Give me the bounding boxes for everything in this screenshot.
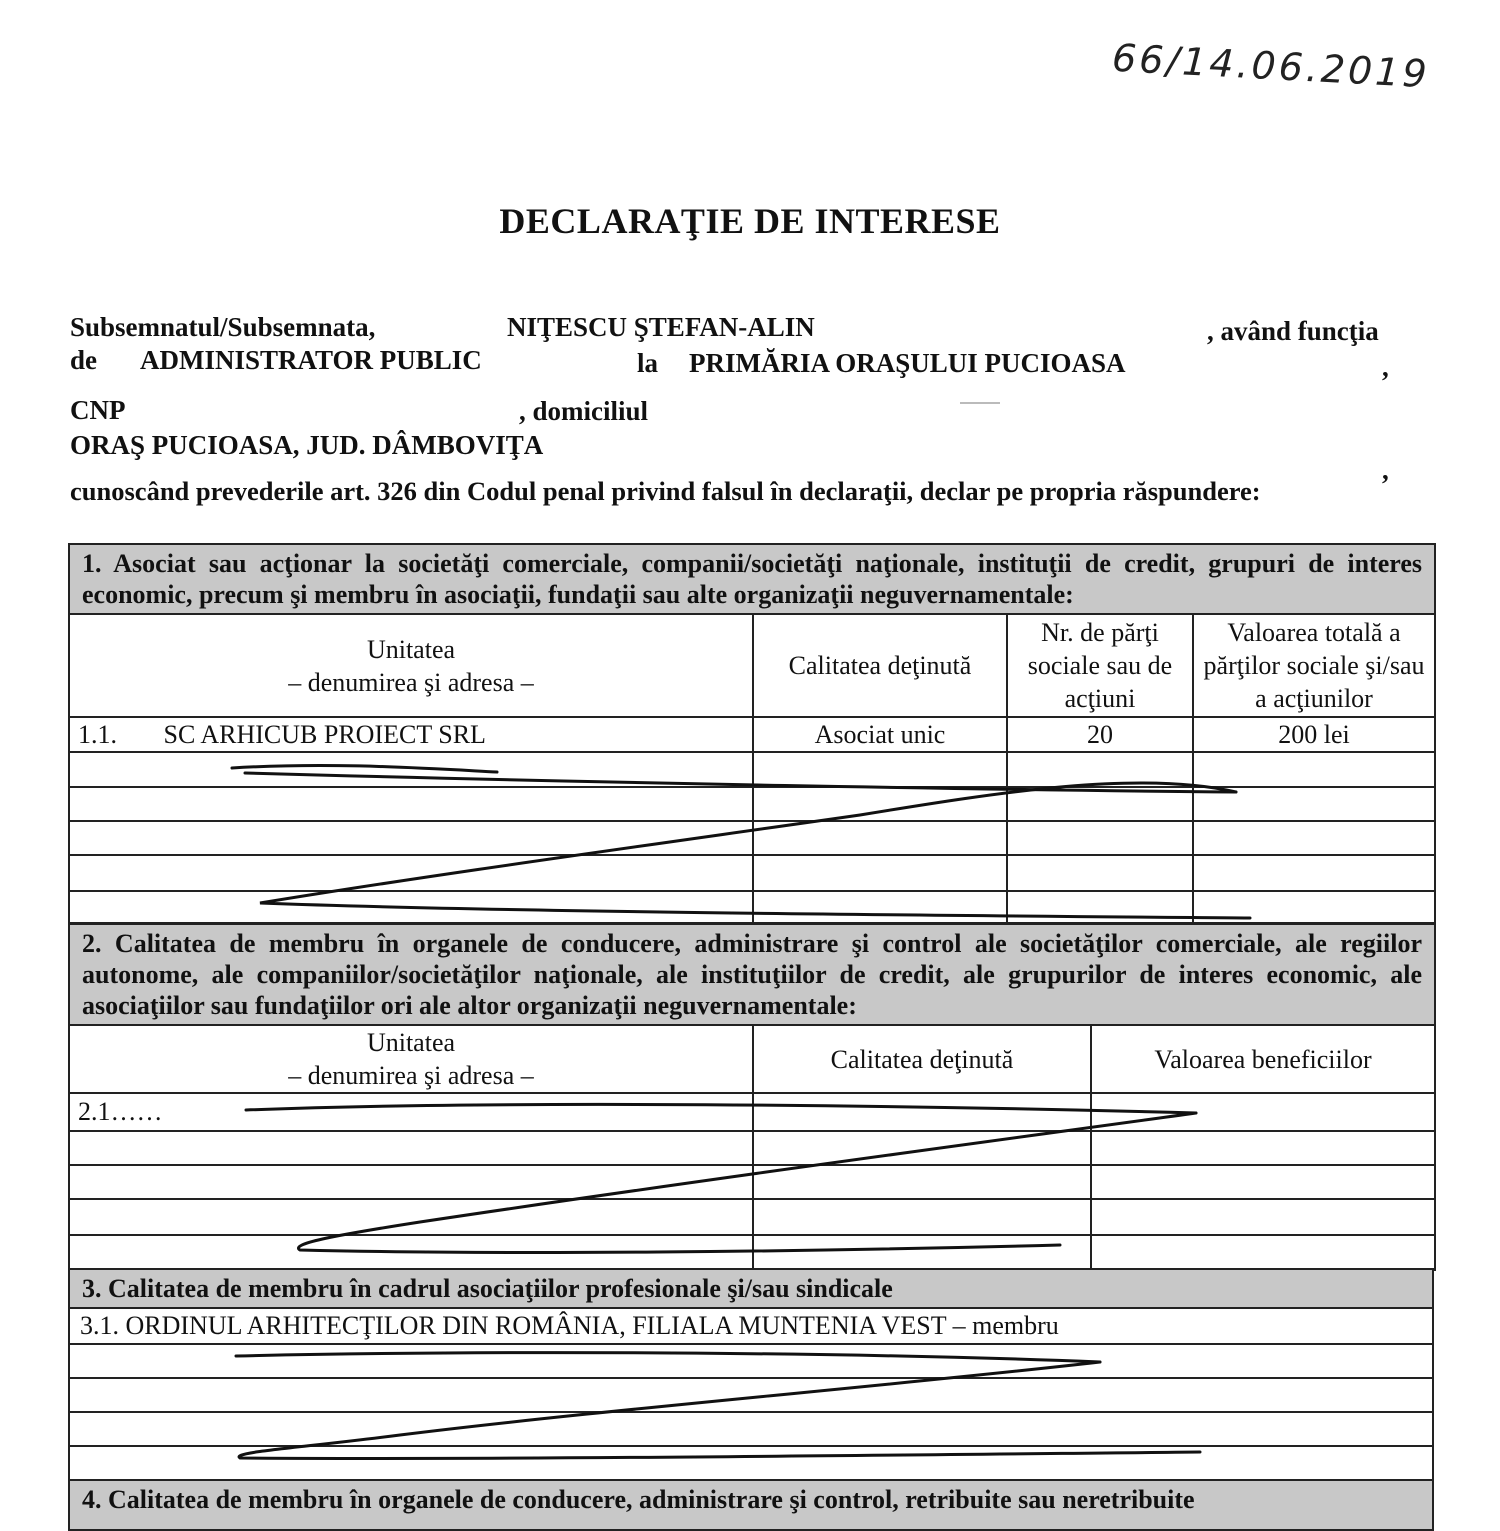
declarant-institution: PRIMĂRIA ORAŞULUI PUCIOASA xyxy=(689,348,1126,378)
table-row xyxy=(69,821,1435,855)
label-subsemnatul: Subsemnatul/Subsemnata, xyxy=(70,312,376,342)
table-row xyxy=(69,1235,1435,1270)
table-row xyxy=(69,752,1435,787)
row-shares: 20 xyxy=(1007,717,1193,752)
row-number: 1.1. xyxy=(78,719,117,749)
table-row xyxy=(69,1165,1435,1199)
table-row xyxy=(69,891,1435,923)
section1-heading: 1. Asociat sau acţionar la societăţi comerciale, companii/societăţi naţionale, instituţii de credit, grupuri de interes economic, precum şi membru în asociaţii, fundaţii sau alte organizaţii neguvernamentale: xyxy=(69,544,1435,614)
table-row xyxy=(69,1378,1433,1412)
section2-col-unit xyxy=(69,1025,753,1093)
section2-heading: 2. Calitatea de membru în organele de conducere, administrare şi control ale societăţilor comerciale, ale regiilor autonome, ale companiilor/societăţilor naţionale, ale instituţiilor de credit, ale grupurilor de interes economic, ale asociaţiilor sau fundaţiilor ori ale altor organizaţii neguvernamentale: xyxy=(69,924,1435,1025)
row-value: 200 lei xyxy=(1193,717,1435,752)
section1-col-shares: Nr. de părţi sociale sau de acţiuni xyxy=(1007,614,1193,717)
col-unit-label: Unitatea xyxy=(366,634,456,664)
table-row xyxy=(69,1344,1433,1378)
row-unit: SC ARHICUB PROIECT SRL xyxy=(163,719,486,749)
row-3-1: 3.1. ORDINUL ARHITECŢILOR DIN ROMÂNIA, FILIALA MUNTENIA VEST – membru xyxy=(69,1308,1433,1344)
handwritten-registration-number: 66/14.06.2019 xyxy=(1111,35,1431,97)
section3-table xyxy=(68,1268,1434,1531)
table-row xyxy=(69,1131,1435,1165)
label-de: de xyxy=(70,345,97,375)
table-row xyxy=(69,717,1435,752)
table-row xyxy=(69,1199,1435,1235)
col-unit-label: Unitatea xyxy=(366,1028,456,1057)
row-1-1-unit xyxy=(69,717,753,752)
table-row xyxy=(69,787,1435,821)
declarant-function: ADMINISTRATOR PUBLIC xyxy=(140,345,482,375)
col-unit-sub: – denumirea şi adresa – xyxy=(288,667,534,697)
row-2-1: 2.1…… xyxy=(69,1093,753,1131)
section1-table xyxy=(68,543,1436,924)
section2-col-benefits: Valoarea beneficiilor xyxy=(1091,1025,1435,1093)
table-row xyxy=(69,1093,1435,1131)
redacted-domicile-trace xyxy=(960,402,1000,404)
section3-heading: 3. Calitatea de membru în cadrul asociaţiilor profesionale şi/sau sindicale xyxy=(69,1269,1433,1308)
table-row xyxy=(69,855,1435,891)
label-avand-functia: , având funcţia xyxy=(1207,316,1379,346)
declarant-name: NIŢESCU ŞTEFAN-ALIN xyxy=(507,312,815,342)
comma: , xyxy=(1382,352,1389,382)
document-title: DECLARAŢIE DE INTERESE xyxy=(499,201,1001,241)
section4-heading: 4. Calitatea de membru în organele de conducere, administrare şi control, retribuite sau neretribuite xyxy=(69,1480,1433,1530)
comma-2: , xyxy=(1382,455,1389,485)
declarant-domicile: ORAŞ PUCIOASA, JUD. DÂMBOVIŢA xyxy=(70,430,544,460)
section2-table xyxy=(68,923,1436,1271)
table-row xyxy=(69,1308,1433,1344)
col-unit-sub: – denumirea şi adresa – xyxy=(288,1061,534,1090)
table-row xyxy=(69,1446,1433,1480)
section1-col-quality: Calitatea deţinută xyxy=(753,614,1007,717)
section1-col-value: Valoarea totală a părţilor sociale şi/sau a acţiunilor xyxy=(1193,614,1435,717)
row-quality: Asociat unic xyxy=(753,717,1007,752)
section2-col-quality: Calitatea deţinută xyxy=(753,1025,1091,1093)
section1-col-unit xyxy=(69,614,753,717)
table-row xyxy=(69,1412,1433,1446)
declaration-statement: cunoscând prevederile art. 326 din Codul penal privind falsul în declaraţii, declar pe propria răspundere: xyxy=(70,476,1261,506)
label-la: la xyxy=(637,348,659,378)
label-domiciliul: , domiciliul xyxy=(519,396,649,426)
label-cnp: CNP xyxy=(70,395,126,425)
